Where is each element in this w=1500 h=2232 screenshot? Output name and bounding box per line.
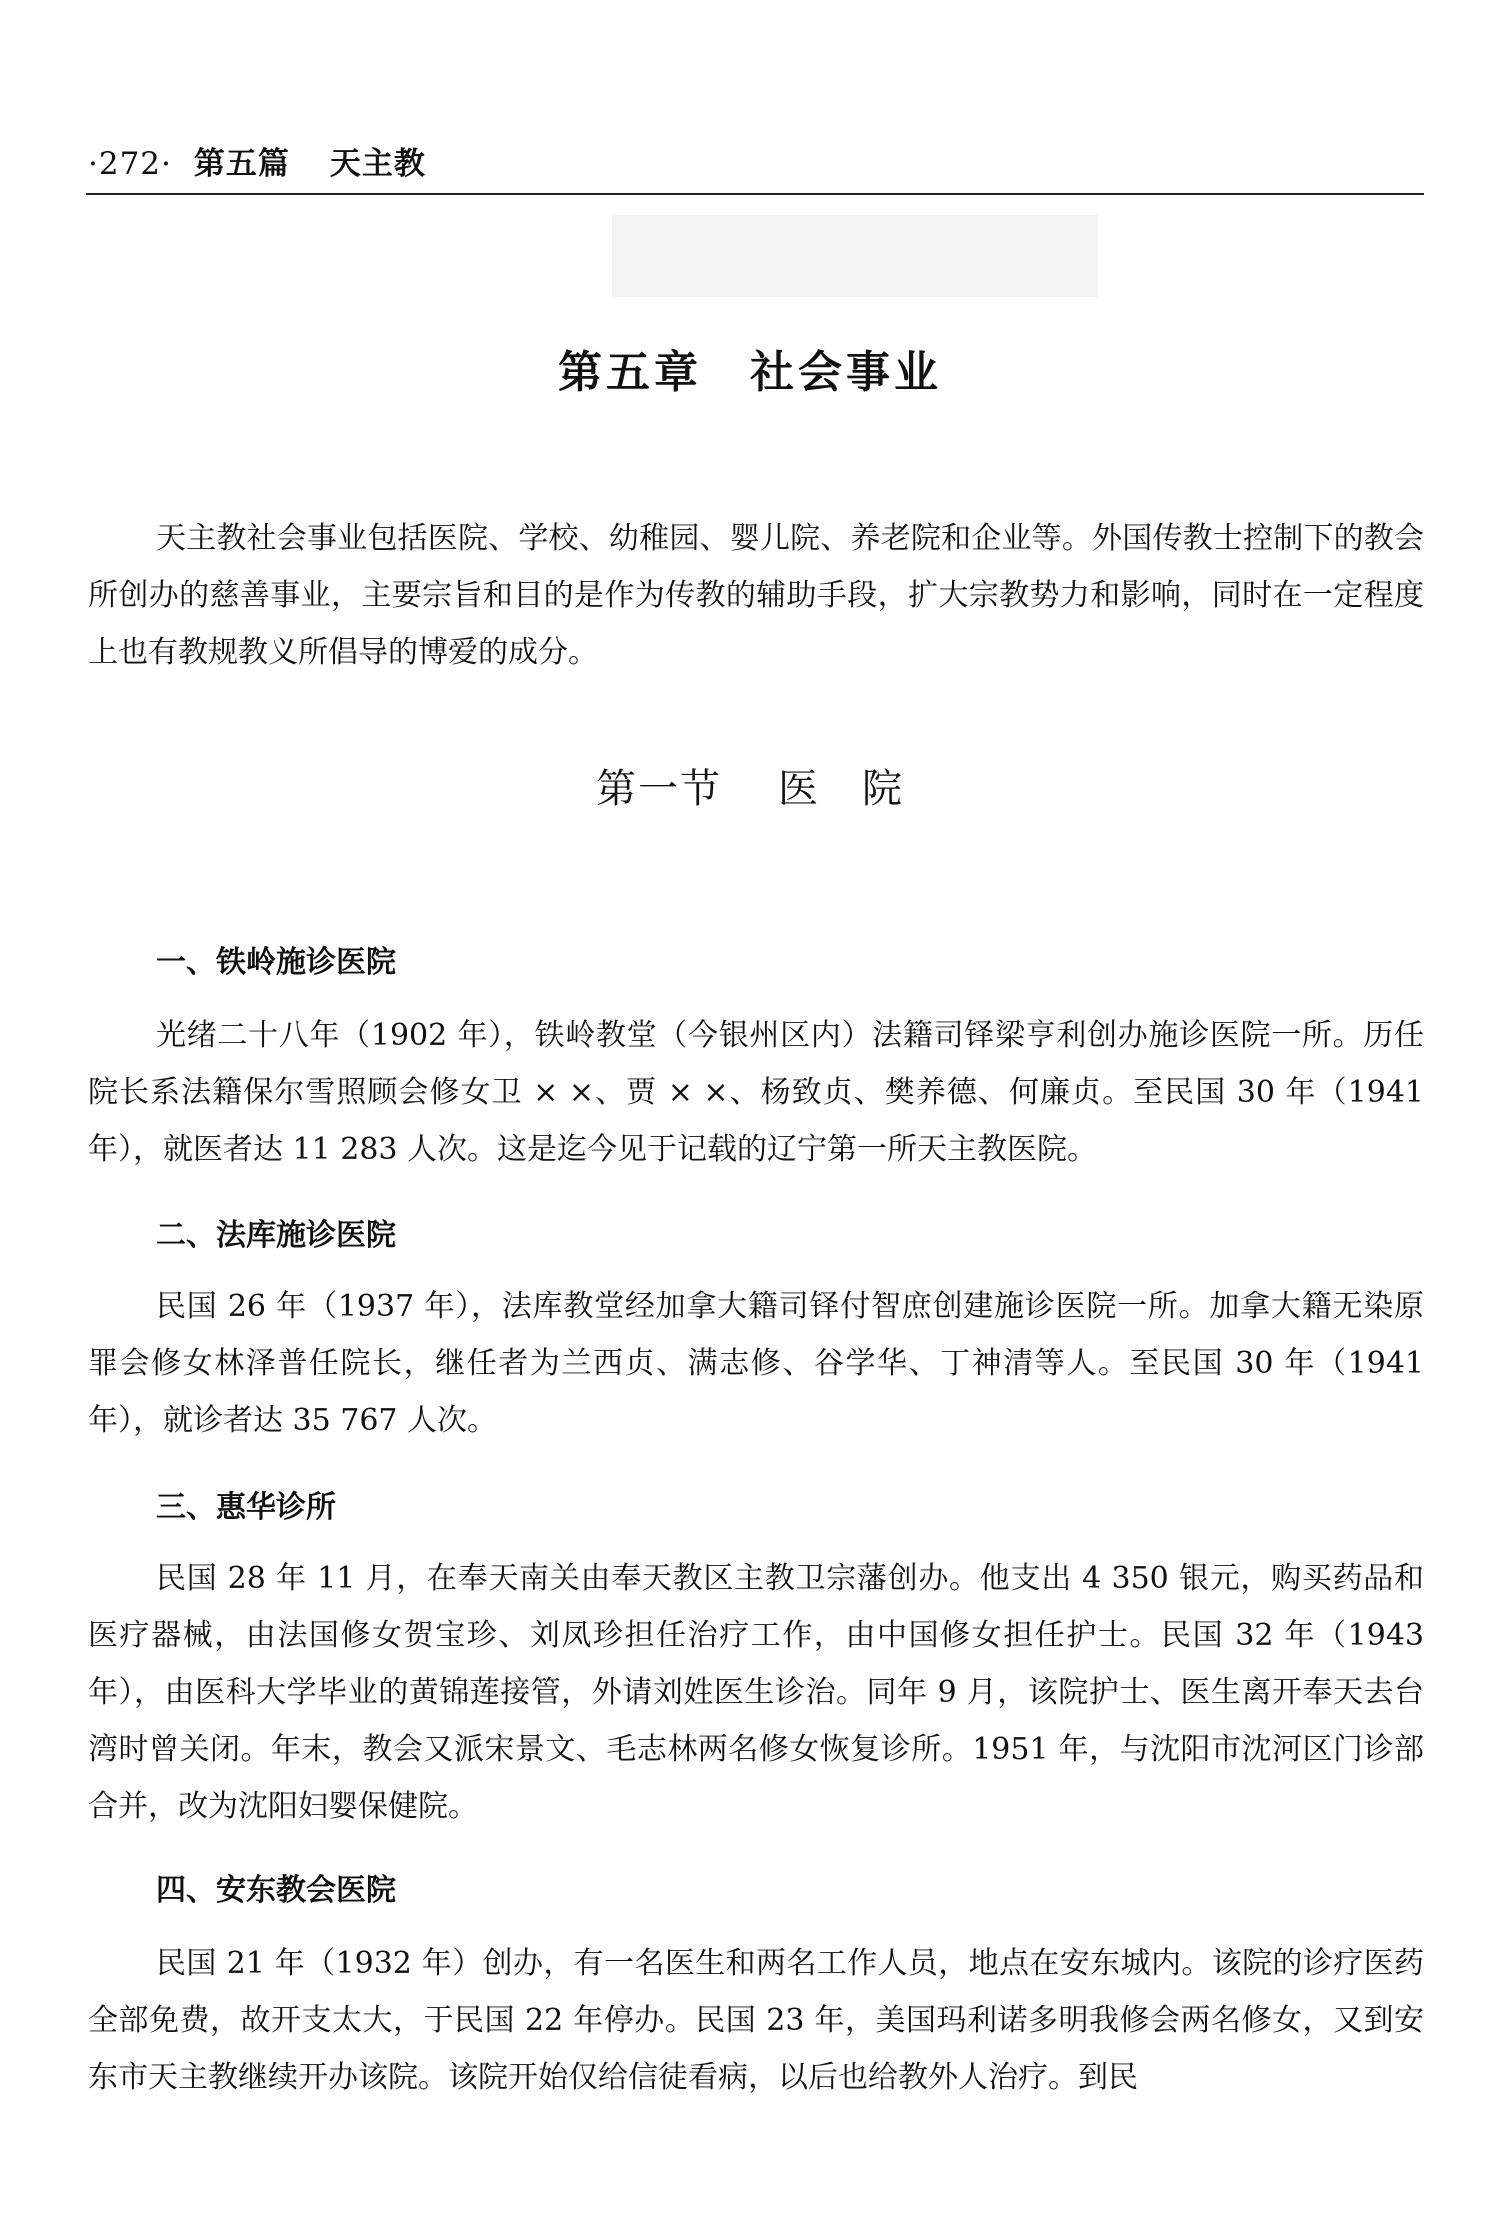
chapter-number: 第五章	[558, 347, 702, 398]
subsection-paragraph: 民国 26 年（1937 年），法库教堂经加拿大籍司铎付智庶创建施诊医院一所。加拿大籍无染原罪会修女林泽普任院长，继任者为兰西贞、满志修、谷学华、丁神清等人。至民国 30 年（1941 年），就诊者达 35 767 人次。	[88, 1289, 1424, 1438]
subsection-heading: 二、法库施诊医院	[156, 1218, 396, 1253]
chapter-name: 社会事业	[750, 347, 942, 398]
section-number: 第一节	[596, 766, 722, 812]
section-title-char-2: 院	[862, 766, 904, 812]
subsection-heading: 一、铁岭施诊医院	[156, 945, 396, 980]
section-title-char-1: 医	[778, 766, 820, 812]
scan-shade	[612, 215, 1098, 297]
page-number: ·272·	[88, 146, 172, 182]
intro-paragraph: 天主教社会事业包括医院、学校、幼稚园、婴儿院、养老院和企业等。外国传教士控制下的教会所创办的慈善事业，主要宗旨和目的是作为传教的辅助手段，扩大宗教势力和影响，同时在一定程度上也有教规教义所倡导的博爱的成分。	[88, 521, 1424, 670]
chapter-title	[0, 336, 1500, 400]
running-header	[88, 138, 426, 183]
subsection-heading: 四、安东教会医院	[156, 1873, 396, 1908]
section-title	[0, 757, 1500, 814]
part-label: 第五篇	[193, 146, 290, 182]
part-title: 天主教	[329, 146, 426, 182]
subsection-paragraph: 民国 28 年 11 月，在奉天南关由奉天教区主教卫宗藩创办。他支出 4 350 银元，购买药品和医疗器械，由法国修女贺宝珍、刘凤珍担任治疗工作，由中国修女担任护士。民国 32 年（1943 年），由医科大学毕业的黄锦莲接管，外请刘姓医生诊治。同年 9 月，该院护士、医生离开奉天去台湾时曾关闭。年末，教会又派宋景文、毛志林两名修女恢复诊所。1951 年，与沈阳市沈河区门诊部合并，改为沈阳妇婴保健院。	[88, 1561, 1424, 1824]
subsection-paragraph: 民国 21 年（1932 年）创办，有一名医生和两名工作人员，地点在安东城内。该院的诊疗医药全部免费，故开支太大，于民国 22 年停办。民国 23 年，美国玛利诺多明我修会两名修女，又到安东市天主教继续开办该院。该院开始仅给信徒看病，以后也给教外人治疗。到民	[88, 1946, 1424, 2095]
subsection-paragraph: 光绪二十八年（1902 年），铁岭教堂（今银州区内）法籍司铎梁亨利创办施诊医院一所。历任院长系法籍保尔雪照顾会修女卫 × ×、贾 × ×、杨致贞、樊养德、何廉贞。至民国 30 年（1941 年），就医者达 11 283 人次。这是迄今见于记载的辽宁第一所天主教医院。	[88, 1018, 1424, 1167]
subsection-heading: 三、惠华诊所	[156, 1490, 336, 1525]
header-rule	[86, 193, 1424, 195]
